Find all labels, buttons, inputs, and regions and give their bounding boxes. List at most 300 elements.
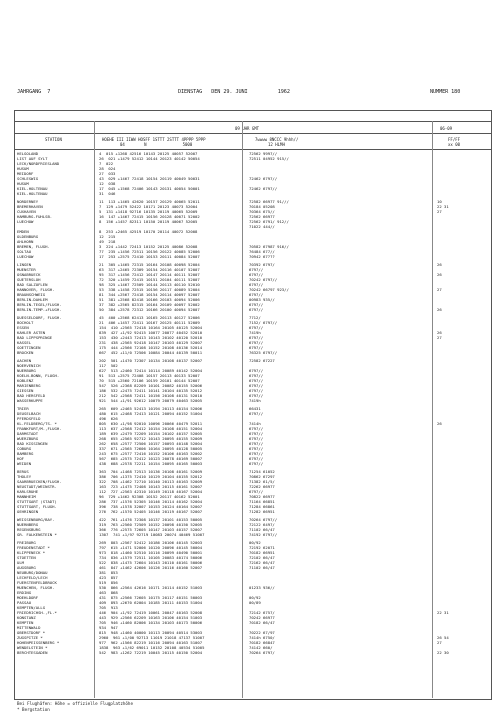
- observation-codes: 53 338 +1458 72515 10156 20117 40089 52004: [99, 287, 200, 292]
- observation-codes: 189 639 +2479 72209 10154 20102 40157 52005: [99, 431, 203, 436]
- weather-codes: 71254 61052: [249, 469, 275, 474]
- observation-codes: 734 836 +1579 72511 10105 20083 40174 50006: [99, 555, 203, 560]
- remarks: 26: [437, 272, 442, 277]
- weather-codes: 72562 6791/ 912//: [249, 219, 289, 224]
- station-name: STUTTGART, FLUGH.: [17, 504, 57, 509]
- weather-codes: 7414h 6750/: [249, 635, 275, 640]
- observation-codes: 12 215: [99, 234, 116, 239]
- station-name: KASSEL: [17, 340, 32, 345]
- station-name: BAMBERG: [17, 451, 34, 456]
- station-name: MOEHLDORF: [17, 595, 39, 600]
- table-row: [17, 307, 487, 312]
- observation-codes: 98 325 +1467 72509 10144 20113 40110 52010: [99, 282, 200, 287]
- observation-codes: 8 253 +2465 42519 10170 20114 40072 52008: [99, 229, 198, 234]
- weather-codes: 72462 6797//: [249, 176, 278, 181]
- observation-codes: 627 513 +2460 72414 10114 20089 40142 52004: [99, 368, 203, 373]
- station-name: KOBLENZ: [17, 378, 34, 383]
- observation-codes: 522 838 +1475 72604 10143 20110 40161 50006: [99, 560, 203, 565]
- remarks: 26: [437, 330, 442, 335]
- time-label: 09 UHR GMT: [235, 126, 260, 131]
- station-name: NEUBURG/DONAU: [17, 570, 48, 575]
- weather-codes: 6797//: [249, 441, 264, 446]
- weather-codes: 6797//: [249, 388, 264, 393]
- remarks: 27: [437, 209, 442, 214]
- station-name: GUETERSLOH: [17, 277, 41, 282]
- station-name: NOERVENICH: [17, 363, 41, 368]
- station-name: KIEL-HOLTENAU: [17, 191, 48, 196]
- remarks: 27: [437, 640, 442, 645]
- remarks: 26: [437, 262, 442, 267]
- weather-codes: 6797//: [249, 426, 264, 431]
- observation-codes: 11 113 +1465 42620 10157 20129 40065 52011: [99, 199, 200, 204]
- weather-codes: 6797//: [249, 340, 264, 345]
- observation-codes: 117 502: [99, 363, 118, 368]
- observation-codes: 934 947: [99, 625, 118, 630]
- weather-codes: 70182 66847: [249, 640, 275, 645]
- station-name: THOLEY: [17, 474, 32, 479]
- footer-note-airports: Bei Flughäfen: Höhe = offizielle Flugplatzhöhe: [17, 701, 133, 706]
- station-name: BROCKEN: [17, 350, 34, 355]
- weather-codes: 70242 6797//: [249, 277, 278, 282]
- weather-codes: 70862 67297: [249, 474, 275, 479]
- station-name: LINGEN: [17, 262, 32, 267]
- header-rule-bottom: [14, 149, 491, 150]
- station-name: SOLTAU: [17, 249, 32, 254]
- observation-codes: 262 658 +2577 72506 10157 20093 40148 52004: [99, 441, 203, 446]
- weather-codes: 71102 66/47: [249, 527, 275, 532]
- observation-codes: 443 929 +2566 62209 10163 20106 40154 51003: [99, 615, 203, 620]
- observation-codes: 21 305 +1465 72315 10164 20108 40098 52004: [99, 262, 200, 267]
- observation-codes: 186 532 +2475 72411 10141 20104 40135 52012: [99, 388, 203, 393]
- header-rule-mid: [14, 133, 491, 134]
- station-name: AHLHORN: [17, 239, 34, 244]
- column-codes-subheader: 04 N 5000: [120, 142, 193, 147]
- station-name: OEHRINGEN: [17, 509, 39, 514]
- observation-codes: 17 253 +2575 72410 10153 20111 40084 52007: [99, 254, 200, 259]
- observation-codes: 51 381 +2568 82418 10166 20103 40094 52006: [99, 297, 200, 302]
- weather-codes: 6797//: [249, 373, 264, 378]
- station-name: OSNABRUECK: [17, 272, 41, 277]
- weather-codes: 00/92: [249, 540, 261, 545]
- observation-codes: 363 704 +1468 72513 10136 20108 40161 52009: [99, 469, 203, 474]
- weather-codes: 6797//: [249, 267, 264, 272]
- station-name: KEMPTEN: [17, 620, 34, 625]
- observation-codes: 153 430 +2443 72413 10143 20102 40120 52010: [99, 335, 203, 340]
- station-name: SCHLESWIG: [17, 176, 39, 181]
- weather-codes: 71284 66861: [249, 504, 275, 509]
- observation-codes: 43 029 +1467 72418 10154 20119 40049 50031: [99, 176, 200, 181]
- weather-codes: 66431: [249, 406, 261, 411]
- weather-codes: 6797//: [249, 335, 264, 340]
- station-name: STOETTEN: [17, 555, 36, 560]
- station-name: CUXHAVEN: [17, 209, 36, 214]
- table-row: [17, 509, 487, 514]
- table-row: [17, 650, 487, 655]
- station-name: LUECHOW: [17, 219, 34, 224]
- observation-codes: 265 609 +2465 52413 10194 20113 40154 52006: [99, 406, 203, 411]
- observation-codes: 461 847 +1462 42606 10126 20116 40160 52007: [99, 565, 203, 570]
- weather-codes: 72562 66977: [249, 214, 275, 219]
- weather-codes: 6797//: [249, 302, 264, 307]
- weather-codes: 00/92: [249, 595, 261, 600]
- station-name: BERUS: [17, 469, 29, 474]
- remarks: 27: [437, 335, 442, 340]
- remarks: 26 54: [437, 635, 449, 640]
- station-name: HUSUM: [17, 166, 29, 171]
- observation-codes: 7 129 +1479 52422 10171 20123 40073 52004: [99, 204, 198, 209]
- weather-codes: 70242 66977: [249, 615, 275, 620]
- observation-codes: 154 410 +2565 72418 10164 20105 40125 52004: [99, 325, 203, 330]
- observation-codes: 530 866 +2564 42616 10171 20114 40152 51003: [99, 585, 203, 590]
- station-name: KL.FELDBERG/TS. *: [17, 421, 57, 426]
- observation-codes: 973 818 +1460 52510 10116 20099 40490 50001: [99, 550, 203, 555]
- weather-codes: 7419h: [249, 330, 261, 335]
- volume-label: JAHRGANG 7: [17, 89, 51, 95]
- station-name: NEUSTADT/WEINSTR.: [17, 484, 57, 489]
- observation-codes: 45 400 +2568 62413 10165 20113 40127 52006: [99, 315, 200, 320]
- station-name: PASSAU: [17, 600, 32, 605]
- weather-codes: 6797//: [249, 431, 264, 436]
- station-name: WUERZBURG: [17, 436, 39, 441]
- weather-codes: 72142 6757/: [249, 610, 275, 615]
- observation-codes: 381 853: [99, 570, 118, 575]
- weather-codes: 72511 04952 915//: [249, 156, 289, 161]
- weather-codes: 00983 935//: [249, 297, 275, 302]
- station-name: WENDELSTEIN *: [17, 645, 48, 650]
- observation-codes: 805 630 +1/98 92010 10096 20066 40479 52011: [99, 421, 203, 426]
- remarks: 22 30: [437, 650, 449, 655]
- station-name: ERDING: [17, 590, 32, 595]
- observation-codes: 231 438 +2565 92418 10147 20103 40129 52007: [99, 340, 203, 345]
- weather-codes: 70392 6797/: [249, 262, 275, 267]
- station-name: KOELN-BONN, FLUGH.: [17, 373, 60, 378]
- weather-codes: 70222 67/97: [249, 630, 275, 635]
- remarks: 27: [437, 287, 442, 292]
- observation-codes: 212 542 +2568 72411 10156 20108 40131 52010: [99, 393, 203, 398]
- weather-codes: 70942 67???: [249, 254, 275, 259]
- observation-codes: 268 655 +2565 92712 10143 20095 40155 52009: [99, 436, 203, 441]
- observation-codes: 446 904 +1/92 72419 10061 20047 40163 52008: [99, 610, 203, 615]
- observation-codes: 839 427 +1/92 92415 10077 20077 40452 52010: [99, 330, 203, 335]
- weather-codes: 72462 6797//: [249, 186, 278, 191]
- weather-codes: 7414h: [249, 421, 261, 426]
- weather-codes: 74192 6797//: [249, 532, 278, 537]
- weather-codes: 72192 62071: [249, 545, 275, 550]
- observation-codes: 815 948 +1460 40000 10113 20094 40514 53003: [99, 630, 203, 635]
- observation-codes: 2960 961 +1/00 92713 11019 21018 47137 51007: [99, 635, 205, 640]
- observation-codes: 547 526 +2368 82209 10101 20082 40155 52006: [99, 383, 203, 388]
- header-rule-top: [14, 121, 491, 122]
- weather-codes: 6797//: [249, 307, 264, 312]
- station-name: LECK/NORDFRIESLAND: [17, 161, 60, 166]
- observation-codes: 81 344 +2567 72418 10154 20114 40097 52007: [99, 292, 200, 297]
- station-name: DARMSTADT: [17, 431, 39, 436]
- observation-codes: 7 022: [99, 161, 114, 166]
- observation-codes: 31 046: [99, 191, 116, 196]
- weather-codes: 6797//: [249, 456, 264, 461]
- observation-codes: 202 501 +1470 72307 10134 20108 40137 52007: [99, 358, 203, 363]
- observation-codes: 243 675 +2577 72416 10152 20106 40163 52002: [99, 451, 203, 456]
- station-name: NORDERNEY: [17, 199, 39, 204]
- station-name: HUSUM: [17, 181, 29, 186]
- station-name: ZUGSPITZE *: [17, 635, 43, 640]
- remarks: 22 31: [437, 204, 449, 209]
- column-weather-subheader: 12 HLMH: [268, 142, 285, 147]
- station-name: KLIPPENECK *: [17, 550, 46, 555]
- observation-codes: 91 513 +2575 72408 10157 20113 40133 52007: [99, 373, 200, 378]
- station-name: MEIDORF: [17, 171, 34, 176]
- station-name: LUECHOW: [17, 254, 34, 259]
- corner-code: 06-09: [440, 126, 453, 131]
- weather-codes: 6797//: [249, 368, 264, 373]
- weather-codes: 6797//: [249, 282, 264, 287]
- station-name: FREIBURG: [17, 540, 36, 545]
- weather-codes: 70264 6797/: [249, 650, 275, 655]
- station-name: HANNOVER, FLUGH.: [17, 287, 55, 292]
- observation-codes: 63 317 +2465 72309 10154 20116 40107 52007: [99, 267, 200, 272]
- table-row: [17, 191, 487, 196]
- observation-codes: 26 021 +1479 52412 10144 20123 40142 50054: [99, 156, 200, 161]
- issue-number: NUMMER 180: [430, 89, 461, 95]
- observation-codes: 286 737 +1576 52305 10146 20114 40162 52004: [99, 499, 203, 504]
- weather-codes: 72582 67227: [249, 358, 275, 363]
- weather-codes: 6797//: [249, 446, 264, 451]
- station-name: BRAUNSCHWEIG: [17, 292, 46, 297]
- station-name: OBERSTDORF *: [17, 630, 46, 635]
- weather-codes: 7419h: [249, 398, 261, 403]
- observation-codes: 667 452 +11/0 72506 10084 20044 40139 50011: [99, 350, 203, 355]
- observation-codes: 542 983 +1262 72219 10045 20115 40150 52004: [99, 650, 203, 655]
- station-name: OLDENBURG: [17, 234, 39, 239]
- observation-codes: 4 015 +1268 42516 10143 20125 40057 52007: [99, 151, 198, 156]
- station-name: SAARBRUECKEN/FLUGH.: [17, 479, 62, 484]
- station-name: HAMBURG-FUHLSB.: [17, 214, 53, 219]
- weather-codes: 7152/ 6797//: [249, 320, 278, 325]
- observation-codes: 8 156 +1457 82311 10150 20119 40067 52005: [99, 219, 198, 224]
- remarks: 10: [437, 199, 442, 204]
- weather-codes: 6797//: [249, 451, 264, 456]
- observation-codes: 72 320 +1459 72415 10151 20104 40111 52007: [99, 277, 200, 282]
- station-name: BAD HERSFELD: [17, 393, 46, 398]
- station-name: FREUDENSTADT *: [17, 545, 50, 550]
- station-name: BOCHOLT: [17, 320, 34, 325]
- observation-codes: 977 962 +1566 82219 10116 20094 40163 51007: [99, 640, 203, 645]
- observation-codes: 431 875 +2566 72605 10175 20117 40151 50003: [99, 595, 203, 600]
- weather-codes: 01233 936//: [249, 585, 275, 590]
- station-name: LIST AUF SYLT: [17, 156, 48, 161]
- station-name: DEUSELBACH: [17, 411, 41, 416]
- station-name: BREMERHAVEN: [17, 204, 43, 209]
- station-name: BREMEN, FLUGH.: [17, 244, 50, 249]
- station-name: BAD LIPPSPRINGE: [17, 335, 53, 340]
- station-name: DUESSELDORF, FLUGH.: [17, 315, 62, 320]
- station-name: FRIEDRICHSH.,FL.*: [17, 610, 57, 615]
- weather-codes: 6797//: [249, 411, 264, 416]
- weather-codes: 72262 66977: [249, 484, 275, 489]
- station-name: BERLIN-TEGEL/FLUGH.: [17, 302, 62, 307]
- station-name: AUGSBURG: [17, 565, 36, 570]
- station-name: BAD KISSINGEN: [17, 441, 48, 446]
- observation-codes: 70 515 +2560 72106 10159 20101 40144 52007: [99, 378, 200, 383]
- observation-codes: 96 729 +1462 92308 10152 20117 40162 52001: [99, 494, 200, 499]
- station-name: GR. FALKENSTEIN *: [17, 532, 57, 537]
- observation-codes: 77 235 +1456 72511 10156 20122 40085 52006: [99, 249, 200, 254]
- weather-codes: 6797//: [249, 393, 264, 398]
- date-line: DIENSTAG DEN 29. JUNI 1962: [178, 89, 290, 95]
- observation-codes: 1838 963 +1/62 69011 10152 20108 40534 51005: [99, 645, 205, 650]
- table-row: [17, 532, 487, 537]
- observation-codes: 409 893 +2670 62004 10185 20111 40153 51004: [99, 600, 203, 605]
- observation-codes: 3 224 +1442 72413 10152 20125 40086 52008: [99, 244, 198, 249]
- observation-codes: 27 033: [99, 171, 116, 176]
- observation-codes: 496 626: [99, 416, 118, 421]
- weather-codes: 71102 66/47: [249, 565, 275, 570]
- observation-codes: 5 131 +1418 92716 10135 20119 40065 52009: [99, 209, 198, 214]
- weather-codes: 70184 05208: [249, 204, 275, 209]
- station-name: MARIENBERG: [17, 383, 41, 388]
- station-name: COBURG: [17, 446, 32, 451]
- weather-codes: 6797//: [249, 461, 264, 466]
- observation-codes: 519 856: [99, 580, 118, 585]
- observation-codes: 422 761 +1476 72308 10137 20101 40153 50005: [99, 517, 203, 522]
- table-row: [17, 398, 487, 403]
- station-name: BERCHTESGADEN: [17, 650, 48, 655]
- observation-codes: 95 317 +1456 72412 10147 20114 40111 52007: [99, 272, 200, 277]
- station-name: NUERBURG: [17, 368, 36, 373]
- observation-codes: 1307 741 +1/97 92719 10083 20074 40469 51007: [99, 532, 205, 537]
- weather-codes: 70182 66951: [249, 550, 275, 555]
- weather-codes: 6797//: [249, 383, 264, 388]
- weather-codes: 72162 66/47: [249, 560, 275, 565]
- weather-codes: 71282 66951: [249, 509, 275, 514]
- observation-codes: 366 776 +2575 72605 10147 20103 40157 52007: [99, 527, 203, 532]
- weather-codes: 72562 9997//: [249, 151, 278, 156]
- station-name: EMDEN: [17, 229, 29, 234]
- observation-codes: 438 688 +2578 72211 10154 20095 40165 50003: [99, 461, 203, 466]
- station-name: KEMPTEN/ALLG: [17, 605, 46, 610]
- observation-codes: 337 671 +2565 72606 10164 20095 40128 50005: [99, 446, 203, 451]
- weather-codes: 6797//: [249, 489, 264, 494]
- weather-codes: 70182 66/47: [249, 620, 275, 625]
- station-name: MITTENWALD: [17, 625, 41, 630]
- station-name: KAHLER ASTEN: [17, 330, 46, 335]
- observation-codes: 49 218: [99, 239, 116, 244]
- observation-codes: 480 615 +2468 72413 10121 20094 40152 51004: [99, 411, 203, 416]
- station-name: BERLIN-DAHLEM: [17, 297, 48, 302]
- station-name: MUENCHEN, FLUGH.: [17, 585, 55, 590]
- observation-codes: 28 024: [99, 166, 116, 171]
- station-name: GIESSEN: [17, 388, 34, 393]
- observation-codes: 322 708 +1462 72710 10140 20113 40163 52009: [99, 479, 203, 484]
- weather-codes: 71164 66851: [249, 499, 275, 504]
- observation-codes: 797 615 +1471 52006 10120 20096 40145 50004: [99, 545, 203, 550]
- station-name: WEIDEN: [17, 461, 32, 466]
- station-name: BAD SALZUFLEN: [17, 282, 48, 287]
- weather-codes: 70364 675//: [249, 209, 275, 214]
- weather-codes: 6797//: [249, 325, 264, 330]
- station-name: REGENSBURG: [17, 527, 41, 532]
- station-name: HOF: [17, 456, 25, 461]
- observation-codes: 113 637 +2568 72412 10154 20108 40151 52004: [99, 426, 203, 431]
- weather-codes: 76484 677//: [249, 249, 275, 254]
- station-name: HOHENPEISSENBERG *: [17, 640, 60, 645]
- observation-codes: 17 045 +1568 72406 10143 20131 40054 50001: [99, 186, 200, 191]
- station-name: FUERSTENFELDBRUCK: [17, 580, 57, 585]
- observation-codes: 567 685 +2575 72412 10123 20078 40169 50007: [99, 456, 203, 461]
- station-name: BERLIN-TEMP.+FLUGH.: [17, 307, 62, 312]
- remarks: 26: [437, 307, 442, 312]
- footer-note-mountain: * Bergstation: [17, 707, 50, 712]
- observation-codes: 705 946 +1460 82006 10134 20103 40173 50006: [99, 620, 203, 625]
- observation-codes: 319 763 +2560 72509 10152 20098 40150 52005: [99, 522, 203, 527]
- weather-codes: 6797//: [249, 272, 264, 277]
- station-name: WASSERKUPPE: [17, 398, 43, 403]
- table-row: [17, 350, 487, 355]
- weather-codes: 72102 66/47: [249, 555, 275, 560]
- station-name: TRIER: [17, 406, 29, 411]
- station-name: MUENSTER: [17, 267, 36, 272]
- weather-codes: 76325 6797//: [249, 350, 278, 355]
- weather-codes: 70822 66977: [249, 494, 275, 499]
- observation-codes: 12 038: [99, 181, 116, 186]
- observation-codes: 423 857: [99, 575, 118, 580]
- weather-codes: 70264 6797//: [249, 517, 278, 522]
- observation-codes: 386 706 +1375 72410 10129 20104 40155 52012: [99, 474, 203, 479]
- observation-codes: 276 762 +1570 52405 10146 20119 40167 52007: [99, 509, 203, 514]
- station-name: KARLSRUHE: [17, 489, 39, 494]
- station-name: AACHEN: [17, 358, 32, 363]
- column-right-subheader: xx 00: [448, 142, 461, 147]
- weather-codes: 7712/: [249, 315, 261, 320]
- station-name: KONSTANZ: [17, 615, 36, 620]
- station-name: LECHFELD/LECH: [17, 575, 48, 580]
- station-name: HELGOLAND: [17, 151, 39, 156]
- station-name: FRANKFURT/M.,FLUGH.: [17, 426, 62, 431]
- table-row: [17, 254, 487, 259]
- weather-codes: 72122 6497/: [249, 522, 275, 527]
- column-weather-header: 7wwww 8NCCC 9hhh//: [255, 137, 299, 142]
- weather-codes: 6797//: [249, 345, 264, 350]
- weather-codes: 71382 61/5/: [249, 479, 275, 484]
- station-name: WEISSENBURG/BAY.: [17, 517, 55, 522]
- column-right-header: FF/FF: [448, 137, 461, 142]
- observation-codes: 396 738 +1578 32007 10153 20124 40164 52007: [99, 504, 203, 509]
- weather-codes: 74142 660/: [249, 645, 273, 650]
- observation-codes: 175 444 +2566 72108 10152 20108 40136 52014: [99, 345, 203, 350]
- weather-codes: 71022 444//: [249, 224, 275, 229]
- weather-codes: 70242 66797 923//: [249, 287, 289, 292]
- observation-codes: 37 382 +2565 82315 10164 20109 40097 52002: [99, 302, 200, 307]
- weather-codes: 6797//: [249, 292, 264, 297]
- observation-codes: 21 406 +1457 72411 10167 20125 40111 52009: [99, 320, 200, 325]
- weather-codes: 00/89: [249, 600, 261, 605]
- weather-codes: 6797//: [249, 436, 264, 441]
- table-row: [17, 461, 487, 466]
- remarks: 26: [437, 421, 442, 426]
- weather-codes: 72582 66977 91///: [249, 199, 289, 204]
- observation-codes: 163 723 +1475 72408 10143 20115 40161 52007: [99, 484, 203, 489]
- observation-codes: 112 727 +2563 42310 10149 20118 40167 52004: [99, 489, 203, 494]
- weather-codes: 70582 67987 916//: [249, 244, 289, 249]
- station-name: PFERDSFELD: [17, 416, 41, 421]
- remarks: 22 31: [437, 610, 449, 615]
- observation-codes: 705 913: [99, 605, 118, 610]
- station-name: NUERNBERG: [17, 522, 39, 527]
- observation-codes: 50 384 +2578 72312 10166 20100 40094 52007: [99, 307, 200, 312]
- station-name: MANNHEIM: [17, 494, 36, 499]
- station-name: GOETTINGEN: [17, 345, 41, 350]
- observation-codes: 269 803 +2567 52412 10186 20106 40145 52003: [99, 540, 203, 545]
